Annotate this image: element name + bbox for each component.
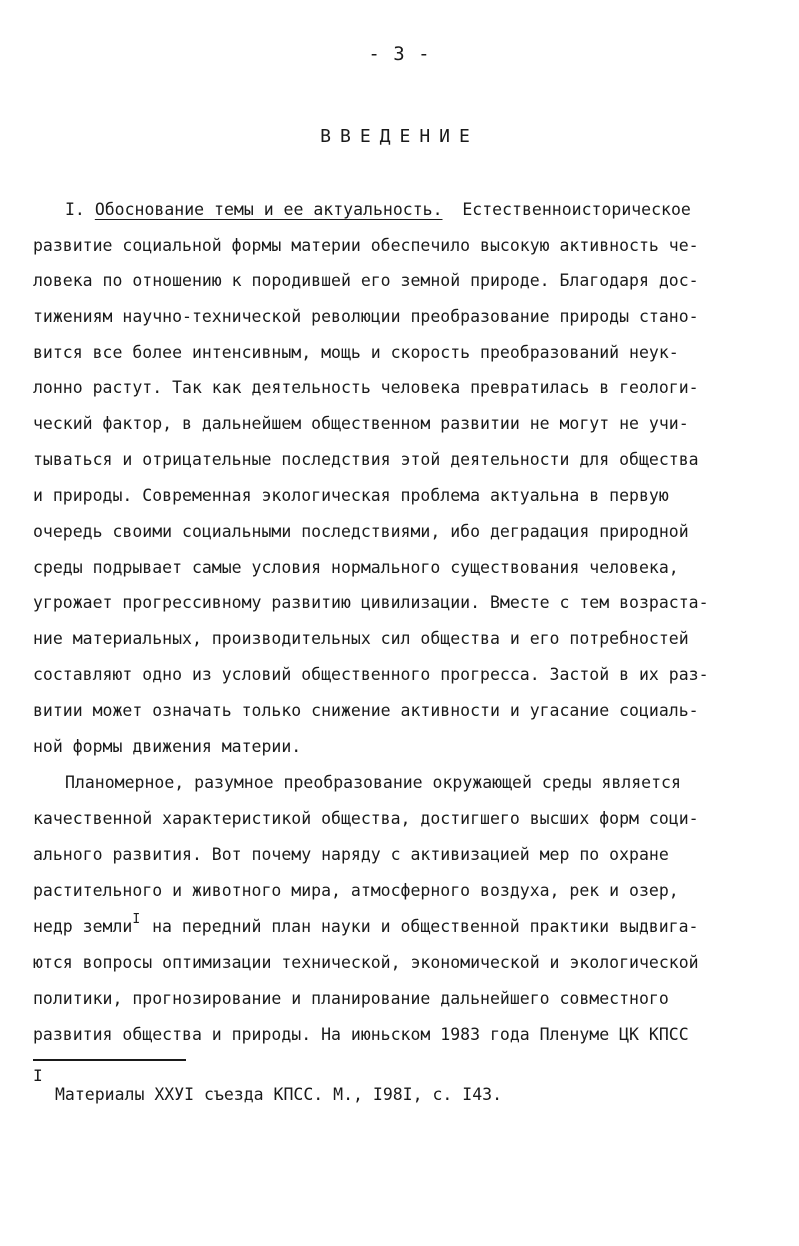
p1-line-1-text: Естественноисторическое — [462, 200, 691, 219]
p2-line-8: развития общества и природы. На июньском 1983 года Пленуме ЦК КПСС — [33, 1025, 689, 1044]
p1-line-4: тижениям научно-технической революции преобразование природы стано- — [33, 307, 699, 326]
p1-line-10: очередь своими социальными последствиями, ибо деградация природной — [33, 522, 689, 541]
footnote-text: Материалы XXУI съезда КПСС. М., I98I, с. I43. — [55, 1085, 503, 1104]
footnote-divider — [33, 1059, 186, 1061]
p2-line-5-start: недр земли — [33, 917, 133, 936]
p2-line-5-end: на передний план науки и общественной практики выдвига- — [152, 917, 699, 936]
p1-line-1 — [65, 198, 785, 222]
p1-line-6: лонно растут. Так как деятельность человека превратилась в геологи- — [33, 378, 699, 397]
p1-line-11: среды подрывает самые условия нормального существования человека, — [33, 558, 679, 577]
section-heading: ВВЕДЕНИЕ — [320, 126, 479, 147]
p1-line-14: составляют одно из условий общественного прогресса. Застой в их раз- — [33, 665, 709, 684]
p1-line-13: ние материальных, производительных сил общества и его потребностей — [33, 629, 689, 648]
p1-line-7: ческий фактор, в дальнейшем общественном развитии не могут не учи- — [33, 414, 689, 433]
p2-line-2: качественной характеристикой общества, достигшего высших форм соци- — [33, 809, 699, 828]
p1-line-12: угрожает прогрессивному развитию цивилизации. Вместе с тем возраста- — [33, 593, 709, 612]
p1-line-15: витии может означать только снижение активности и угасание социаль- — [33, 701, 699, 720]
section-number: I. — [65, 200, 85, 219]
p1-line-9: и природы. Современная экологическая проблема актуальна в первую — [33, 486, 669, 505]
p1-line-16: ной формы движения материи. — [33, 737, 302, 756]
footnote-ref: I — [132, 912, 141, 927]
footnote-mark: I — [33, 1066, 43, 1085]
p2-line-6: ются вопросы оптимизации технической, экономической и экологической — [33, 953, 699, 972]
p1-line-2: развитие социальной формы материи обеспечило высокую активность че- — [33, 236, 699, 255]
p2-line-5 — [33, 912, 699, 939]
p1-line-8: тываться и отрицательные последствия этой деятельности для общества — [33, 450, 699, 469]
p2-line-3: ального развития. Вот почему наряду с активизацией мер по охране — [33, 845, 669, 864]
p2-line-4: растительного и животного мира, атмосферного воздуха, рек и озер, — [33, 881, 679, 900]
section-title: Обоснование темы и ее актуальность. — [94, 200, 443, 219]
p2-line-7: политики, прогнозирование и планирование дальнейшего совместного — [33, 989, 669, 1008]
p2-line-1: Планомерное, разумное преобразование окружающей среды является — [65, 773, 681, 792]
page-number: - 3 - — [368, 43, 431, 65]
p1-line-3: ловека по отношению к породившей его земной природе. Благодаря дос- — [33, 271, 699, 290]
p1-line-5: вится все более интенсивным, мощь и скорость преобразований неук- — [33, 343, 679, 362]
